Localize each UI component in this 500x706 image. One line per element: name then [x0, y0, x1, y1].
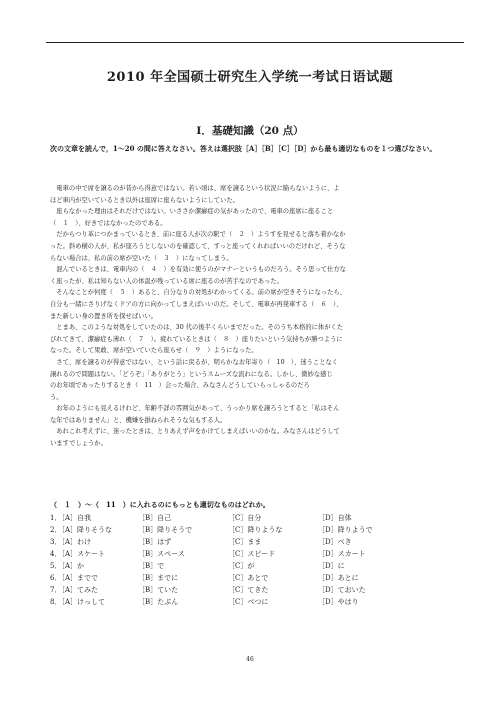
instructions: 次の文章を読んで，1〜20 の間に答えなさい。答えは選択肢［A］［B］［C］［D］から最も適切なものを１つ選びなさい。 — [50, 144, 437, 153]
choice-option: ［B］で — [138, 562, 165, 570]
choice-option: ［C］てきた — [228, 586, 269, 594]
passage-line: った。斜め横の人が、私が座ろうとしないのを確認して、すっと座ってくれればいいのだけれど、そうな — [50, 242, 346, 250]
choice-row — [50, 548, 460, 560]
page-title: 2010 年全国硕士研究生入学统一考试日语试题 — [106, 70, 394, 85]
choice-option: ［C］まま — [228, 538, 262, 546]
choice-option: ［C］降りような — [228, 526, 283, 534]
passage-line: びれてきて、潔癖症も薄れ（ ７ ）。疲れているときは（ ８ ）座りたいという気持ちが勝つように — [50, 335, 343, 343]
choice-row — [50, 536, 460, 548]
passage-line: そんなことが何度（ ５ ）あると、自分なりの対処がわかってくる。前の席が空きそうになったら、 — [50, 289, 346, 297]
choice-row — [50, 584, 460, 596]
passage-line: 電車の中で席を譲るのが昔から得意ではない。若い頃は、席を譲るという状況に陥らないように、よ — [50, 185, 340, 192]
reading-passage — [50, 183, 462, 450]
choice-row — [50, 524, 460, 536]
choice-option: ［D］に — [318, 562, 345, 570]
choice-option: ［D］やはり — [318, 598, 359, 606]
passage-line: らない場合は、私の前の席が空いた（ ３ ）になってしまう。 — [50, 254, 233, 262]
choice-row — [50, 596, 460, 608]
choice-option: 2．［A］降りそうな — [50, 526, 113, 534]
choice-option: ［D］あとに — [318, 574, 359, 582]
choice-option: 6．［A］までで — [50, 574, 99, 582]
passage-line: とまあ、このような対処をしていたのは、30 代の後半くらいまでだった。そのうち本格的に体がくた — [50, 324, 344, 332]
passage-line: ほど車内が空いているとき以外は座席に座らないようにしていた。 — [50, 196, 239, 204]
choice-option: ［D］スカート — [318, 550, 366, 558]
choice-option: ［C］が — [228, 562, 255, 570]
passage-line: 座らなかった理由はそれだけではない。いささか潔癖症の気があったので、電車の座席に座ること — [50, 208, 334, 216]
choice-option: 1．［A］自我 — [50, 514, 92, 522]
choice-option: ［B］ていた — [138, 586, 179, 594]
passage-line: なった。そして果敢、席が空いていたら座らせ（ ９ ）ようになった。 — [50, 347, 258, 355]
passage-line: さて、席を譲るのが得意ではない、という話に戻るが、明らかなお年寄り（ 10 ）、迷うことなく — [50, 358, 339, 366]
passage-line: う。 — [50, 393, 63, 401]
choice-row — [50, 512, 460, 524]
choice-option: ［B］たぶん — [138, 598, 179, 606]
choice-option: ［C］べつに — [228, 598, 269, 606]
passage-line: また新しい身の置き所を探せばいい。 — [50, 312, 158, 320]
choice-row — [50, 560, 460, 572]
passage-line: 自分も一緒にさりげなくドアの方に向かってしまえばいいのだ。そして、電車が再発車する（ ６ ）、 — [50, 300, 343, 308]
choice-option: ［B］までに — [138, 574, 179, 582]
passage-line: 混んでいるときは、電車内の（ ４ ）を有効に使うのがマナーというものだろう。そう思って仕方な — [50, 266, 346, 274]
header-rule — [46, 42, 464, 43]
choice-option: 3．［A］わけ — [50, 538, 92, 546]
choice-option: ［C］スピード — [228, 550, 276, 558]
choice-option: ［D］降りようで — [318, 526, 373, 534]
choice-option: ［B］降りそうで — [138, 526, 193, 534]
section-heading: I．基礎知識（20 点） — [196, 125, 304, 137]
choice-row — [50, 572, 460, 584]
passage-line: （ １ ）、好きではなかったのである。 — [50, 219, 167, 227]
passage-line: お年のようにも見えるけれど、年齢不詳の雰囲気があって、うっかり席を譲ろうとすると「私はそん — [50, 405, 340, 413]
passage-line: いますでしょうか。 — [50, 440, 107, 448]
choice-option: ［B］スペース — [138, 550, 185, 558]
choice-option: 5．［A］か — [50, 562, 85, 570]
passage-line: あれこれ考えずに、迷ったときは、とりあえず声をかけてしまえばいいのかな。みなさんはどうして — [50, 428, 340, 436]
choice-option: 4．［A］スケート — [50, 550, 106, 558]
choice-option: ［D］べき — [318, 538, 352, 546]
choice-option: 8．［A］けっして — [50, 598, 106, 606]
choice-option: ［C］あとで — [228, 574, 269, 582]
choice-option: ［D］自体 — [318, 514, 352, 522]
choice-option: ［B］はず — [138, 538, 172, 546]
passage-line: 譲れるので問題はない。「どうぞ」「ありがとう」というスムーズな流れになる。しかし、微妙な感じ — [50, 370, 333, 378]
page-number: 46 — [246, 656, 254, 663]
choice-option: ［C］自分 — [228, 514, 262, 522]
choice-option: ［B］自己 — [138, 514, 172, 522]
passage-line: だからつり革につかまっているとき、前に座る人が次の駅で（ ２ ）ようすを見せると落ち着かなか — [50, 231, 346, 239]
answer-choices — [50, 512, 460, 608]
passage-line: のお年頃であったりするとき（ 11 ）会った場合、みなさんどうしていらっしゃるのだろ — [50, 382, 310, 390]
choice-option: ［D］ておいた — [318, 586, 366, 594]
passage-line: く座ったが、私は知らない人の体温が残っている席に座るのが苦手なのであった。 — [50, 277, 283, 285]
passage-line: な年ではありません」と、機嫌を損ねられそうな気もする人。 — [50, 416, 227, 424]
choice-option: 7．［A］てみた — [50, 586, 99, 594]
question-heading: （ １ ）〜（ 11 ）に入れるのにもっとも適切なものはどれか。 — [50, 500, 270, 509]
